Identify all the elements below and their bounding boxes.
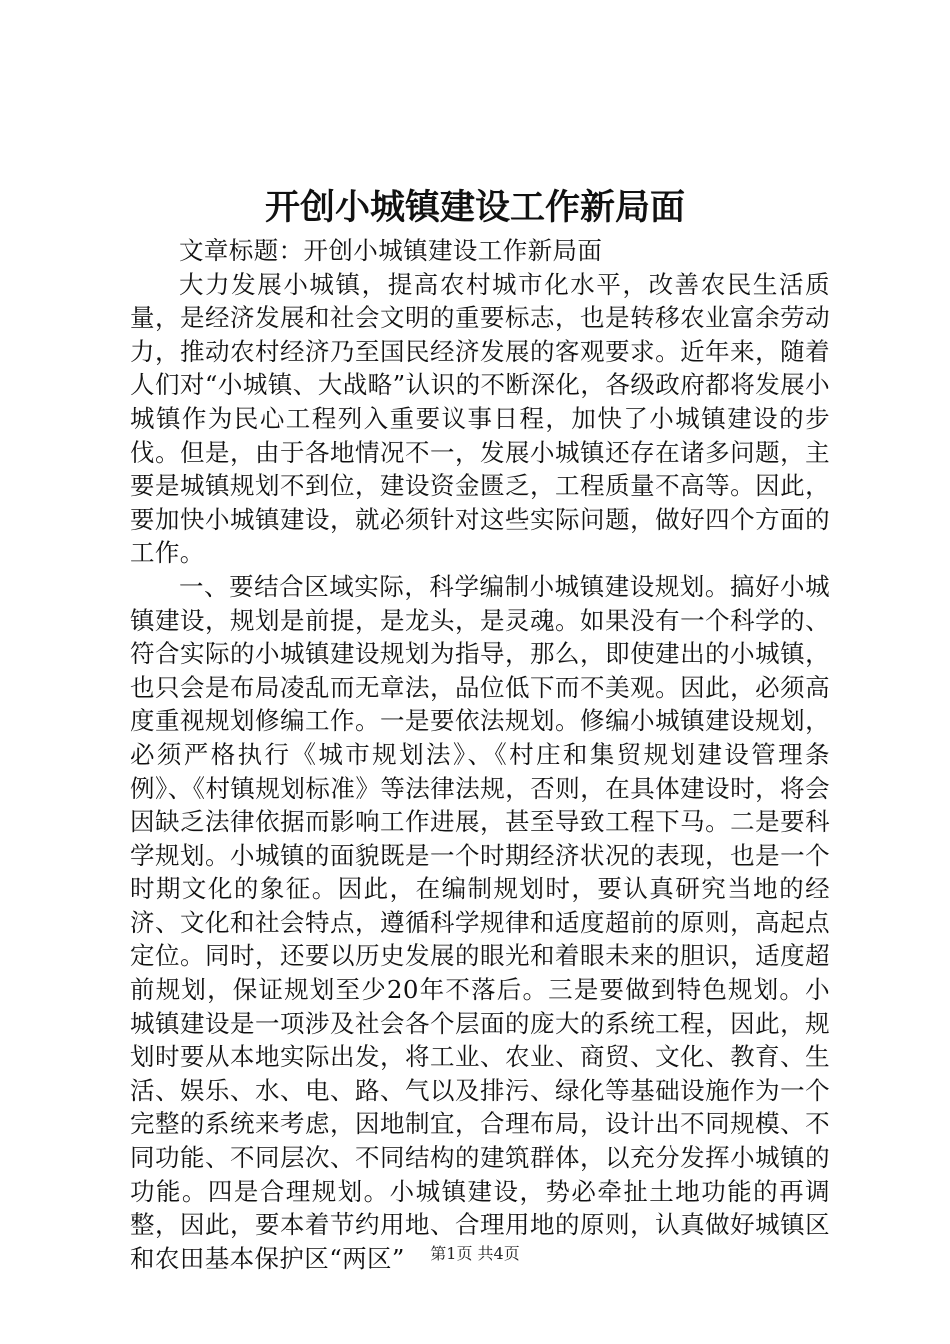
article-title-line: 文章标题：开创小城镇建设工作新局面 <box>179 236 603 265</box>
document-body <box>130 234 830 1275</box>
paragraph-intro: 大力发展小城镇，提高农村城市化水平，改善农民生活质量，是经济发展和社会文明的重要标志，也是转移农业富余劳动力，推动农村经济乃至国民经济发展的客观要求。近年来，随着人们对“小城镇、大战略”认识的不断深化，各级政府都将发展小城镇作为民心工程列入重要议事日程，加快了小城镇建设的步伐。但是，由于各地情况不一，发展小城镇还存在诸多问题，主要是城镇规划不到位，建设资金匮乏，工程质量不高等。因此，要加快小城镇建设，就必须针对这些实际问题，做好四个方面的工作。 <box>130 269 830 568</box>
paragraph-section-one: 一、要结合区域实际，科学编制小城镇建设规划。搞好小城镇建设，规划是前提，是龙头，是灵魂。如果没有一个科学的、符合实际的小城镇建设规划为指导，那么，即使建出的小城镇，也只会是布局凌乱而无章法，品位低下而不美观。因此，必须高度重视规划修编工作。一是要依法规划。修编小城镇建设规划，必须严格执行《城市规划法》、《村庄和集贸规划建设管理条例》、《村镇规划标准》等法律法规，否则，在具体建设时，将会因缺乏法律依据而影响工作进展，甚至导致工程下马。二是要科学规划。小城镇的面貌既是一个时期经济状况的表现，也是一个时期文化的象征。因此，在编制规划时，要认真研究当地的经济、文化和社会特点，遵循科学规律和适度超前的原则，高起点定位。同时，还要以历史发展的眼光和着眼未来的胆识，适度超前规划，保证规划至少20年不落后。三是要做到特色规划。小城镇建设是一项涉及社会各个层面的庞大的系统工程，因此，规划时要从本地实际出发，将工业、农业、商贸、文化、教育、生活、娱乐、水、电、路、气以及排污、绿化等基础设施作为一个完整的系统来考虑，因地制宜，合理布局，设计出不同规模、不同功能、不同层次、不同结构的建筑群体，以充分发挥小城镇的功能。四是合理规划。小城镇建设，势必牵扯土地功能的再调整，因此，要本着节约用地、合理用地的原则，认真做好城镇区和农田基本保护区“两区” <box>130 571 830 1273</box>
document-title: 开创小城镇建设工作新局面 <box>264 187 685 228</box>
page-footer: 第1页 共4页 <box>430 1244 520 1263</box>
